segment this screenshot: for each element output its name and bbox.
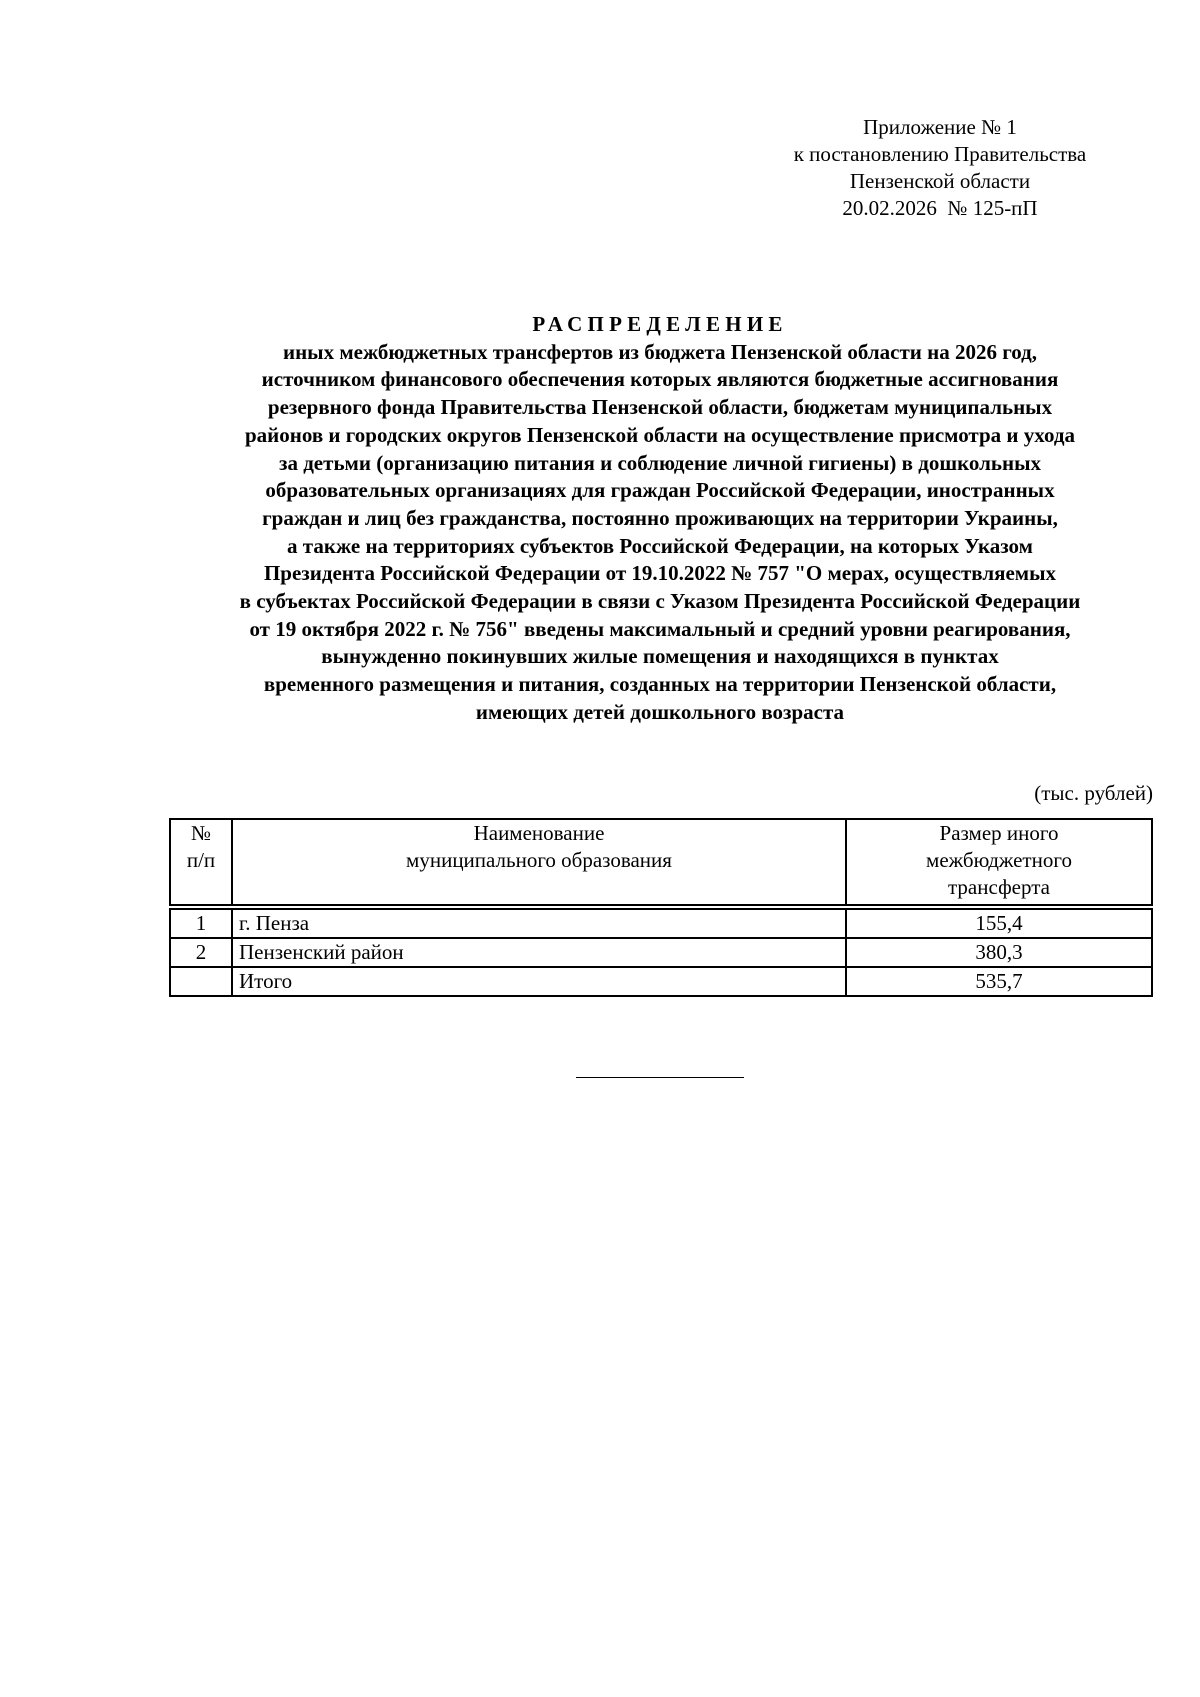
row-total-amount: 535,7 <box>846 967 1152 996</box>
appendix-block <box>760 114 1120 222</box>
heading-line: имеющих детей дошкольного возраста <box>475 699 845 724</box>
header-municipality-line: Наименование <box>473 821 605 845</box>
heading-line: районов и городских округов Пензенской области на осуществление присмотра и ухода <box>244 422 1075 447</box>
row-municipality: Пензенский район <box>232 938 846 967</box>
heading-line: за детьми (организацию питания и соблюдение личной гигиены) в дошкольных <box>279 450 1041 475</box>
heading-line: вынужденно покинувших жилые помещения и находящихся в пунктах <box>321 644 999 669</box>
row-municipality: г. Пенза <box>232 909 846 938</box>
row-number: 1 <box>170 909 232 938</box>
row-amount: 155,4 <box>846 909 1152 938</box>
distribution-table <box>169 818 1153 997</box>
heading-line: резервного фонда Правительства Пензенской области, бюджетам муниципальных <box>267 395 1053 420</box>
appendix-line: Приложение № 1 <box>863 115 1017 139</box>
row-number <box>170 967 232 996</box>
document-heading <box>160 311 1160 727</box>
closing-divider <box>576 1077 744 1078</box>
header-number <box>170 819 232 905</box>
row-number: 2 <box>170 938 232 967</box>
table-header-row <box>170 819 1152 905</box>
heading-line: образовательных организациях для граждан Российской Федерации, иностранных <box>265 478 1055 503</box>
header-municipality-line: муниципального образования <box>406 848 672 872</box>
heading-line: от 19 октября 2022 г. № 756" введены максимальный и средний уровни реагирования, <box>249 616 1071 641</box>
header-amount-line: межбюджетного <box>926 848 1072 872</box>
header-municipality <box>232 819 846 905</box>
heading-line: Президента Российской Федерации от 19.10.2022 № 757 "О мерах, осуществляемых <box>263 561 1057 586</box>
appendix-date-number: 20.02.2026 № 125-пП <box>842 196 1038 220</box>
header-amount <box>846 819 1152 905</box>
heading-line: а также на территориях субъектов Российской Федерации, на которых Указом <box>287 533 1033 558</box>
units-label: (тыс. рублей) <box>1034 781 1153 805</box>
appendix-line: к постановлению Правительства <box>793 142 1087 166</box>
header-amount-line: Размер иного <box>939 821 1059 845</box>
heading-line: в субъектах Российской Федерации в связи с Указом Президента Российской Федерации <box>239 589 1081 614</box>
table-total-row <box>170 967 1152 996</box>
header-number-line: п/п <box>186 848 216 872</box>
heading-line: источником финансового обеспечения которых являются бюджетные ассигнования <box>261 367 1059 392</box>
table-row <box>170 938 1152 967</box>
heading-line: иных межбюджетных трансфертов из бюджета Пензенской области на 2026 год, <box>282 339 1038 364</box>
header-amount-line: трансферта <box>948 875 1050 899</box>
heading-line: граждан и лиц без гражданства, постоянно проживающих на территории Украины, <box>262 505 1058 530</box>
document-title: РАСПРЕДЕЛЕНИЕ <box>532 312 788 336</box>
heading-line: временного размещения и питания, созданных на территории Пензенской области, <box>263 672 1057 697</box>
appendix-line: Пензенской области <box>849 169 1031 193</box>
header-number-line: № <box>190 821 212 845</box>
row-amount: 380,3 <box>846 938 1152 967</box>
row-total-label: Итого <box>232 967 846 996</box>
table-row <box>170 909 1152 938</box>
